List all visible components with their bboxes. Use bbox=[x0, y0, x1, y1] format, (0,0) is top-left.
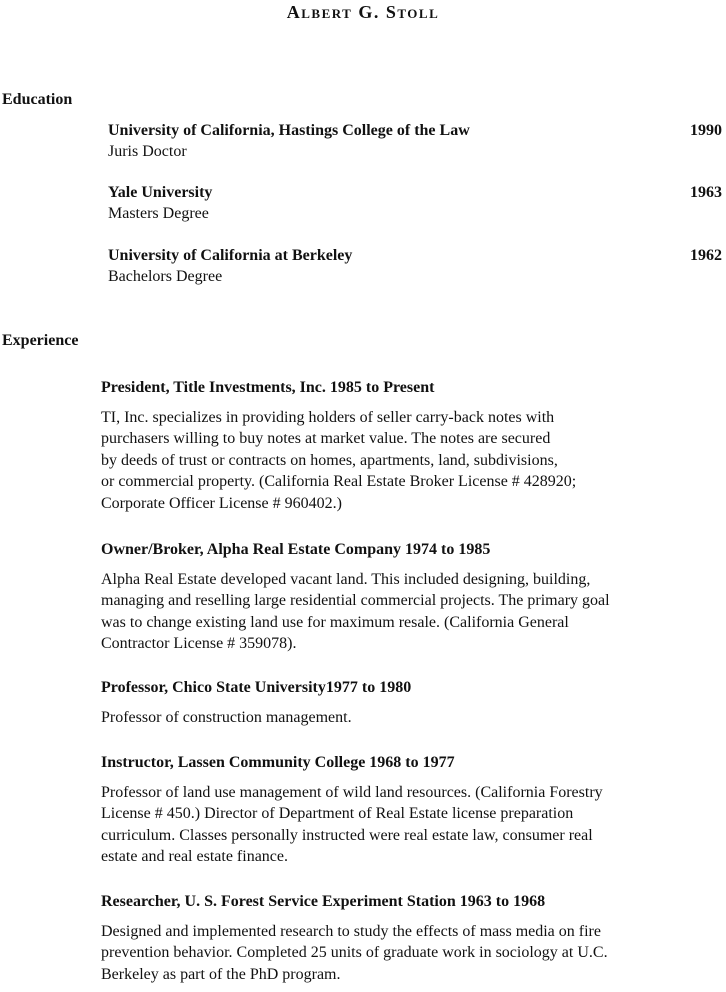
experience-entry bbox=[101, 677, 681, 728]
education-heading: Education bbox=[2, 91, 73, 108]
education-year: 1990 bbox=[690, 122, 722, 139]
education-degree: Masters Degree bbox=[108, 205, 209, 222]
experience-heading: Experience bbox=[2, 332, 79, 349]
education-entry bbox=[108, 182, 722, 224]
resume-name: Albert G. Stoll bbox=[286, 2, 440, 22]
experience-description: Designed and implemented research to study the effects of mass media on fire prevention behavior. Completed 25 units of graduate work in sociology at U.C. Berkeley as part of the PhD program. bbox=[101, 922, 608, 983]
experience-title: President, Title Investments, Inc. 1985 to Present bbox=[101, 379, 435, 396]
experience-description: Alpha Real Estate developed vacant land. This included designing, building, managing and reselling large residential commercial projects. The primary goal was to change existing land use for maximum resale. (California General Contractor License # 359078). bbox=[101, 570, 610, 652]
experience-title: Instructor, Lassen Community College 1968 to 1977 bbox=[101, 754, 455, 771]
education-year: 1962 bbox=[690, 247, 722, 264]
education-school: University of California at Berkeley bbox=[108, 247, 353, 264]
experience-entry bbox=[101, 539, 681, 655]
experience-title: Owner/Broker, Alpha Real Estate Company 1974 to 1985 bbox=[101, 541, 491, 558]
education-school: University of California, Hastings College of the Law bbox=[108, 122, 470, 139]
education-degree: Juris Doctor bbox=[108, 143, 187, 160]
experience-description: Professor of construction management. bbox=[101, 708, 352, 726]
education-school: Yale University bbox=[108, 184, 213, 201]
experience-title: Researcher, U. S. Forest Service Experiment Station 1963 to 1968 bbox=[101, 893, 546, 910]
education-year: 1963 bbox=[690, 184, 722, 201]
experience-description: Professor of land use management of wild land resources. (California Forestry License # 450.) Director of Department of Real Estate license preparation curriculum. Classes personally instructed were real estate law, consumer real estate and real estate finance. bbox=[101, 783, 603, 865]
education-entry bbox=[108, 120, 722, 162]
experience-entry bbox=[101, 752, 681, 868]
experience-entry bbox=[101, 891, 681, 985]
education-degree: Bachelors Degree bbox=[108, 268, 223, 285]
experience-title: Professor, Chico State University1977 to 1980 bbox=[101, 679, 412, 696]
education-entry bbox=[108, 245, 722, 287]
experience-entry bbox=[101, 377, 681, 514]
experience-description: TI, Inc. specializes in providing holders of seller carry-back notes with purchasers willing to buy notes at market value. The notes are secured by deeds of trust or contracts on homes, apartments, land, subdivisions, or commercial property. (California Real Estate Broker License # 428920; Corporate Officer License # 960402.) bbox=[101, 408, 577, 512]
